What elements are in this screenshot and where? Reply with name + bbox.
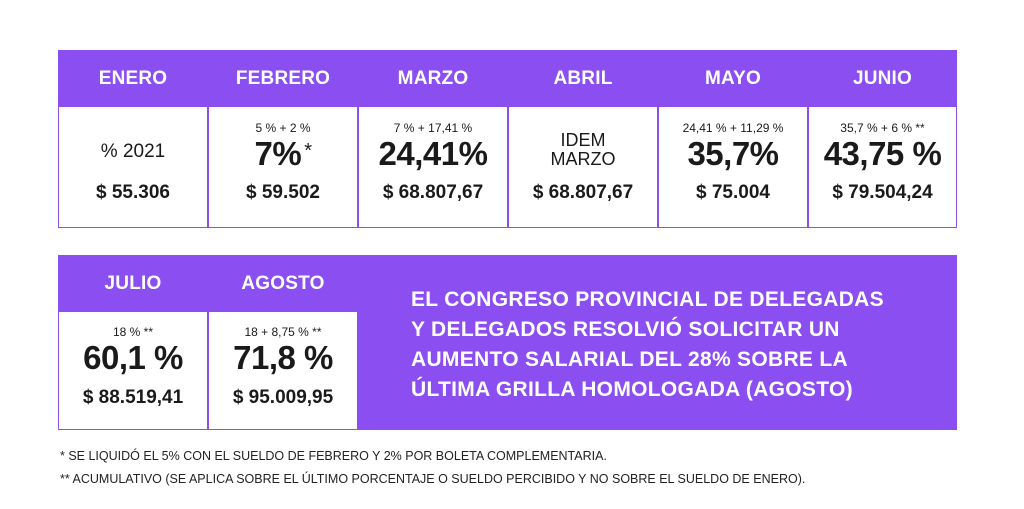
month-header: JULIO xyxy=(59,256,207,312)
month-column-marzo xyxy=(359,51,509,227)
month-cell xyxy=(659,107,807,227)
month-header: MAYO xyxy=(659,51,807,107)
idem-line-2: MARZO xyxy=(550,149,616,169)
salary-amount: $ 88.519,41 xyxy=(82,387,184,408)
month-cell xyxy=(59,312,207,429)
month-cell xyxy=(59,107,207,227)
month-column-mayo xyxy=(659,51,809,227)
month-column-julio xyxy=(59,256,209,429)
footnote-1: * SE LIQUIDÓ EL 5% CON EL SUELDO DE FEBRERO Y 2% POR BOLETA COMPLEMENTARIA. xyxy=(60,449,607,463)
increase-note: 5 % + 2 % xyxy=(255,121,311,135)
month-header: FEBRERO xyxy=(209,51,357,107)
increase-percent: 43,75 % xyxy=(823,135,942,172)
salary-amount: $ 75.004 xyxy=(696,182,770,203)
salary-amount: $ 55.306 xyxy=(96,182,170,203)
asterisk-mark: * xyxy=(304,140,312,162)
increase-percent xyxy=(209,135,357,173)
month-column-junio xyxy=(809,51,956,227)
salary-amount: $ 95.009,95 xyxy=(232,387,334,408)
month-cell xyxy=(809,107,956,227)
increase-percent: 35,7% xyxy=(687,135,779,172)
banner-line: EL CONGRESO PROVINCIAL DE DELEGADAS xyxy=(411,288,884,311)
banner-line: Y DELEGADOS RESOLVIÓ SOLICITAR UN xyxy=(411,318,840,341)
month-column-agosto xyxy=(209,256,357,429)
year-label: % 2021 xyxy=(100,141,166,162)
increase-note: 18 + 8,75 % ** xyxy=(244,325,322,339)
month-column-febrero xyxy=(209,51,359,227)
increase-note: 18 % ** xyxy=(112,325,154,339)
month-header: AGOSTO xyxy=(209,256,357,312)
salary-amount: $ 79.504,24 xyxy=(832,182,933,203)
month-column-abril xyxy=(509,51,659,227)
month-cell xyxy=(359,107,507,227)
month-header: ENERO xyxy=(59,51,207,107)
increase-note: 7 % + 17,41 % xyxy=(393,121,473,135)
month-header: JUNIO xyxy=(809,51,956,107)
increase-note: 24,41 % + 11,29 % xyxy=(682,121,784,135)
banner-line: AUMENTO SALARIAL DEL 28% SOBRE LA xyxy=(411,348,848,371)
salary-table-top xyxy=(58,50,957,228)
salary-amount: $ 68.807,67 xyxy=(382,182,484,203)
increase-percent: 60,1 % xyxy=(83,339,183,376)
idem-line-1: IDEM xyxy=(560,130,606,150)
footnote-2: ** ACUMULATIVO (SE APLICA SOBRE EL ÚLTIMO PORCENTAJE O SUELDO PERCIBIDO Y NO SOBRE EL SUELDO DE ENERO). xyxy=(60,472,806,486)
month-column-enero xyxy=(59,51,209,227)
month-cell xyxy=(209,312,357,429)
banner-line: ÚLTIMA GRILLA HOMOLOGADA (AGOSTO) xyxy=(411,378,853,401)
month-cell xyxy=(509,107,657,227)
increase-percent: 71,8 % xyxy=(233,339,333,376)
salary-amount: $ 68.807,67 xyxy=(532,182,634,203)
idem-label xyxy=(509,131,657,169)
increase-note: 35,7 % + 6 % ** xyxy=(840,121,925,135)
resolution-banner xyxy=(357,255,957,430)
increase-percent: 24,41% xyxy=(378,135,488,172)
month-header: ABRIL xyxy=(509,51,657,107)
percent-value: 7% xyxy=(254,135,302,172)
salary-amount: $ 59.502 xyxy=(246,182,320,203)
salary-table-bottom xyxy=(58,255,358,430)
month-cell xyxy=(209,107,357,227)
month-header: MARZO xyxy=(359,51,507,107)
